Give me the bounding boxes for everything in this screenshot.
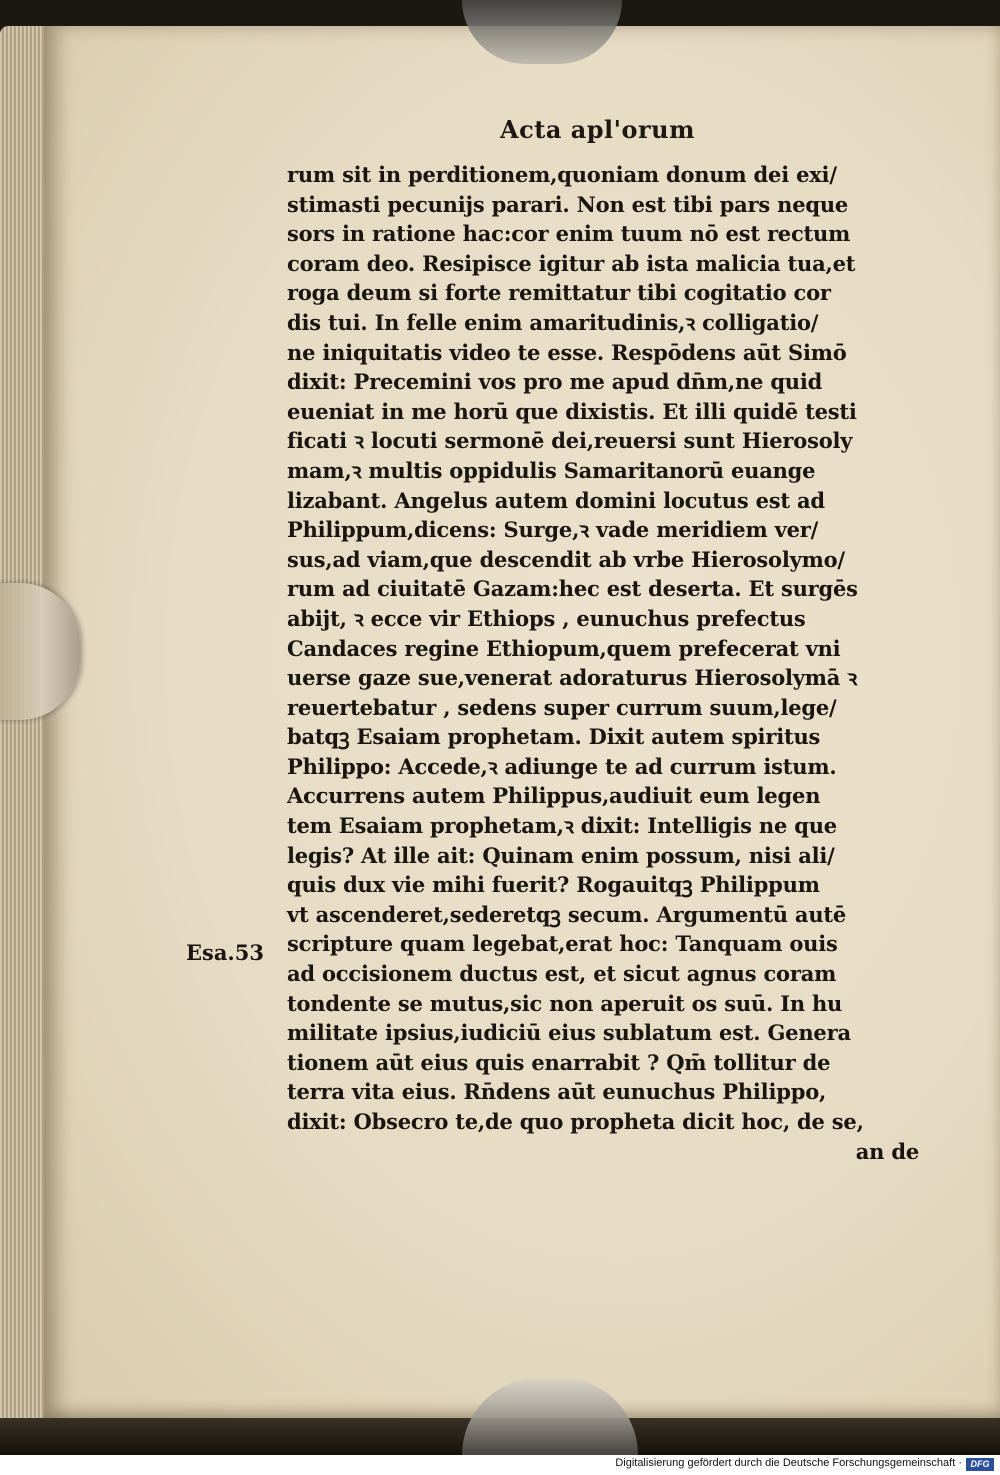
text-line: tem Esaiam prophetam,ꝛ dixit: Intelligis ne que — [287, 813, 837, 839]
footer-bar — [0, 1455, 1000, 1475]
text-line: quis dux vie mihi fuerit? Rogauitqꝫ Philippum — [287, 872, 820, 898]
text-line: Candaces regine Ethiopum,quem prefecerat vni — [287, 635, 841, 661]
text-line: sors in ratione hac:cor enim tuum nō est rectum — [287, 221, 851, 247]
text-line: Philippo: Accede,ꝛ adiunge te ad currum istum. — [287, 753, 837, 779]
text-block — [287, 160, 927, 1166]
text-line: batqꝫ Esaiam prophetam. Dixit autem spiritus — [287, 724, 821, 750]
text-line: Philippum,dicens: Surge,ꝛ vade meridiem ver/ — [287, 517, 819, 543]
marginal-note: Esa.53 — [186, 940, 264, 965]
text-line: legis? At ille ait: Quinam enim possum, nisi ali/ — [287, 842, 835, 868]
funding-credit: Digitalisierung gefördert durch die Deutsche Forschungsgemeinschaft · — [615, 1457, 962, 1469]
catchword: an de — [855, 1138, 919, 1164]
text-line: mam,ꝛ multis oppidulis Samaritanorū euange — [287, 457, 816, 483]
text-line: ne iniquitatis video te esse. Respōdens aūt Simō — [287, 339, 847, 365]
text-line: roga deum si forte remittatur tibi cogitatio cor — [287, 280, 831, 306]
text-line: ficati ꝛ locuti sermonē dei,reuersi sunt Hierosoly — [287, 428, 853, 454]
text-line: sus,ad viam,que descendit ab vrbe Hierosolymo/ — [287, 546, 845, 572]
text-line: dixit: Obsecro te,de quo propheta dicit hoc, de se, — [287, 1109, 864, 1134]
text-line: rum ad ciuitatē Gazam:hec est deserta. Et surgēs — [287, 576, 858, 602]
text-line: ad occisionem ductus est, et sicut agnus coram — [287, 961, 837, 987]
text-line: dixit: Precemini vos pro me apud dn̄m,ne quid — [287, 369, 823, 395]
text-line: tondente se mutus,sic non aperuit os suū. In hu — [287, 990, 843, 1016]
page-stack-edge — [0, 26, 48, 1426]
text-line: lizabant. Angelus autem domini locutus est ad — [287, 487, 825, 513]
text-line: scripture quam legebat,erat hoc: Tanquam ouis — [287, 931, 838, 957]
text-line: militate ipsius,iudiciū eius sublatum est. Genera — [287, 1020, 851, 1046]
text-line: rum sit in perditionem,quoniam donum dei exi/ — [287, 162, 837, 187]
running-head: Acta apl'orum — [500, 115, 696, 144]
text-line: terra vita eius. Rn̄dens aūt eunuchus Philippo, — [287, 1079, 827, 1105]
dfg-logo-icon: DFG — [966, 1458, 994, 1471]
text-line: uerse gaze sue,venerat adoraturus Hierosolymā ꝛ — [287, 665, 858, 691]
text-line: Accurrens autem Philippus,audiuit eum legen — [287, 783, 821, 809]
text-line: coram deo. Resipisce igitur ab ista malicia tua,et — [287, 250, 856, 276]
text-line: stimasti pecunijs parari. Non est tibi pars neque — [287, 191, 849, 217]
text-line: tionem aūt eius quis enarrabit ? Qm̄ tollitur de — [287, 1049, 831, 1075]
text-line: reuertebatur , sedens super currum suum,lege/ — [287, 694, 837, 720]
text-line: vt ascenderet,sederetqꝫ secum. Argumentū autē — [287, 901, 847, 927]
text-line: dis tui. In felle enim amaritudinis,ꝛ colligatio/ — [287, 309, 819, 335]
text-line: abijt, ꝛ ecce vir Ethiops , eunuchus prefectus — [287, 605, 806, 631]
text-line: eueniat in me horū que dixistis. Et illi quidē testi — [287, 398, 857, 424]
